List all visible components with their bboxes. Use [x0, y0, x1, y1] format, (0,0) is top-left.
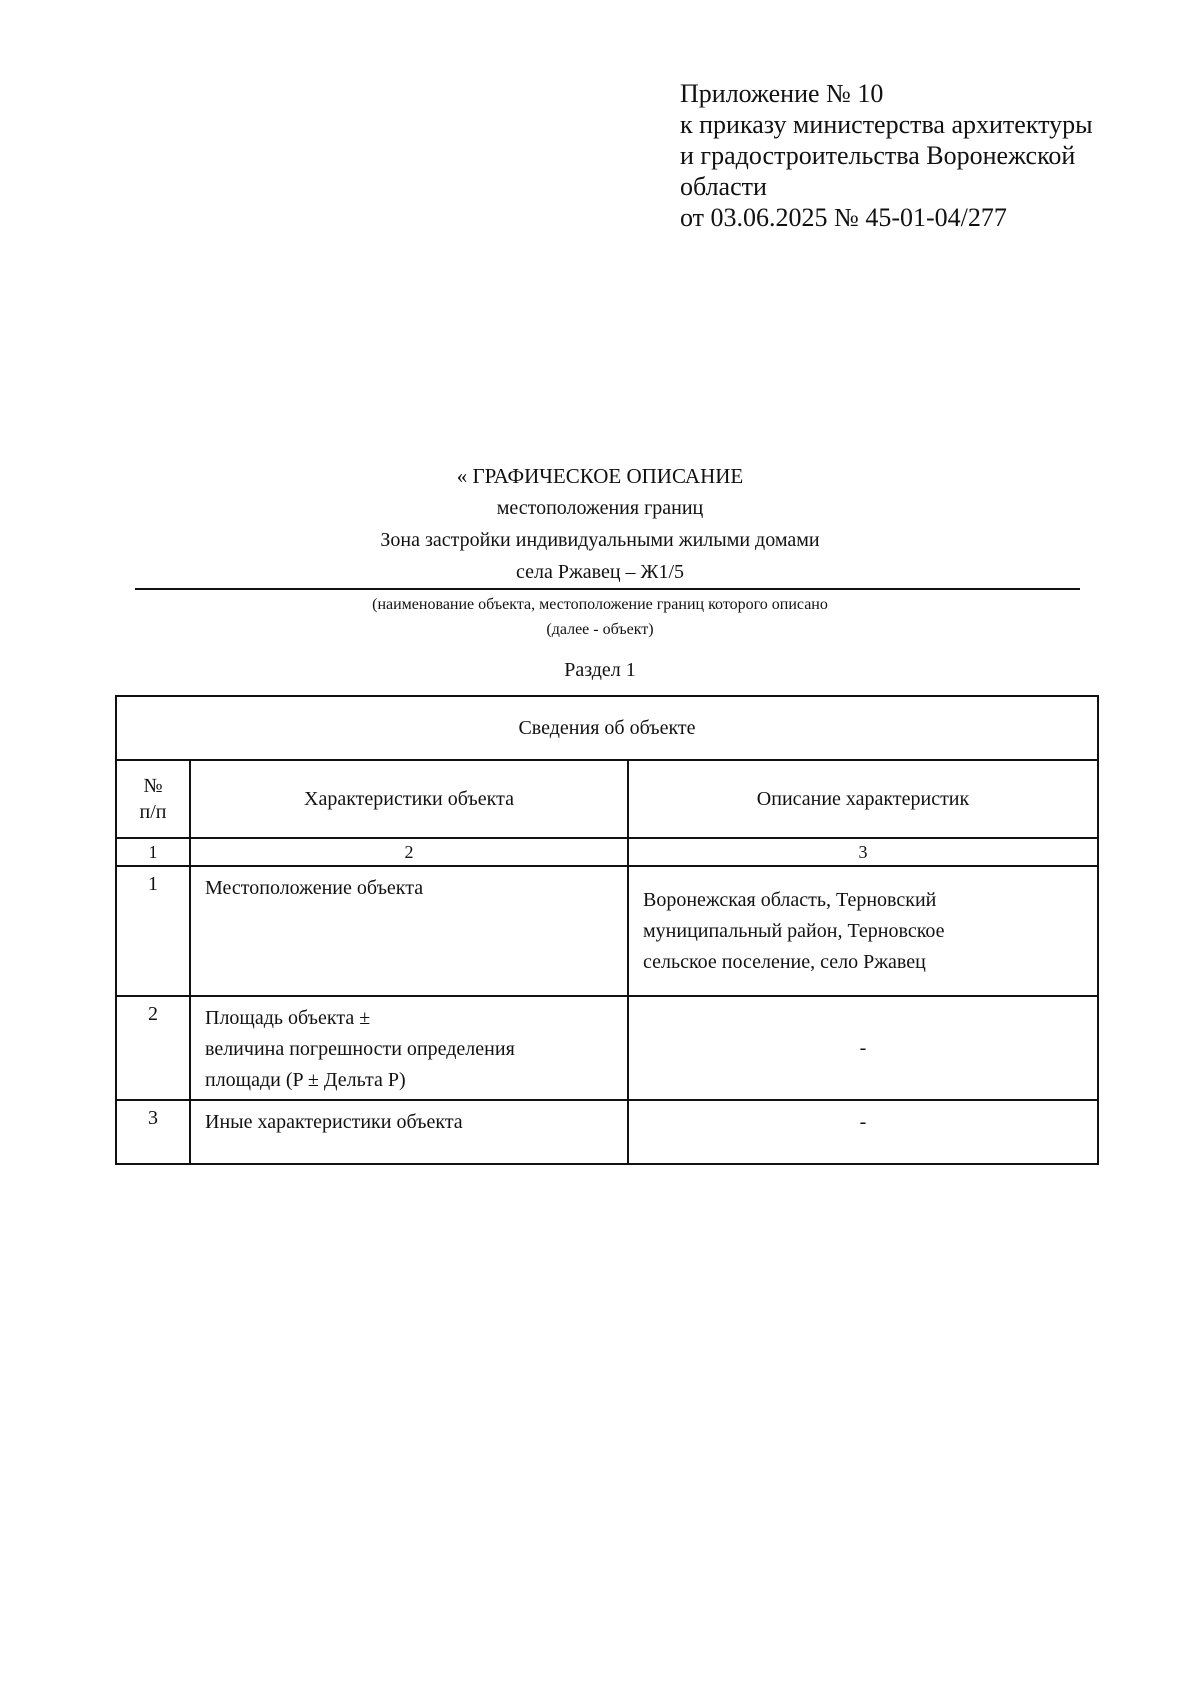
- name-line: величина погрешности определения: [205, 1038, 515, 1060]
- appendix-line: области: [680, 172, 767, 201]
- row-description: -: [628, 996, 1098, 1100]
- row-num: 1: [116, 866, 190, 996]
- row-characteristic: Иные характеристики объекта: [190, 1100, 628, 1164]
- header-characteristics: Характеристики объекта: [190, 760, 628, 838]
- desc-line: Воронежская область, Терновский: [643, 888, 937, 911]
- title-line: Зона застройки индивидуальными жилыми домами: [380, 529, 820, 551]
- column-number-row: [116, 838, 1098, 866]
- appendix-line: Приложение № 10: [680, 79, 884, 108]
- row-characteristic: [190, 996, 628, 1100]
- name-line: Площадь объекта ±: [205, 1007, 371, 1029]
- header-num: [116, 760, 190, 838]
- row-description: -: [628, 1100, 1098, 1164]
- note-line: (далее - объект): [546, 621, 654, 638]
- row-num: 3: [116, 1100, 190, 1164]
- row-num: 2: [116, 996, 190, 1100]
- appendix-header: [680, 78, 1093, 233]
- table-row: [116, 866, 1098, 996]
- row-characteristic: Местоположение объекта: [190, 866, 628, 996]
- note-line: (наименование объекта, местоположение границ которого описано: [372, 596, 828, 613]
- column-number: 1: [116, 838, 190, 866]
- section-title: Раздел 1: [564, 659, 636, 681]
- header-description: Описание характеристик: [628, 760, 1098, 838]
- table-header-row: [116, 760, 1098, 838]
- column-number: 3: [628, 838, 1098, 866]
- appendix-line: к приказу министерства архитектуры: [680, 110, 1093, 139]
- table-caption-row: [116, 696, 1098, 760]
- table-row: [116, 996, 1098, 1100]
- title-main: « ГРАФИЧЕСКОЕ ОПИСАНИЕ: [456, 464, 744, 488]
- object-name-note: [0, 592, 1200, 642]
- row-description: [628, 866, 1098, 996]
- title-line: местоположения границ: [496, 497, 704, 519]
- desc-line: сельское поселение, село Ржавец: [643, 950, 926, 973]
- object-info-table: [115, 695, 1099, 1165]
- header-num-line2: п/п: [139, 801, 167, 823]
- title-underline: [135, 588, 1080, 590]
- appendix-line: от 03.06.2025 № 45-01-04/277: [680, 203, 1007, 232]
- title-line: села Ржавец – Ж1/5: [515, 561, 685, 583]
- name-line: площади (P ± Дельта P): [205, 1069, 406, 1091]
- desc-line: муниципальный район, Терновское: [643, 919, 945, 942]
- document-title: [0, 460, 1200, 588]
- appendix-line: и градостроительства Воронежской: [680, 141, 1076, 170]
- table-caption: Сведения об объекте: [116, 696, 1098, 760]
- column-number: 2: [190, 838, 628, 866]
- header-num-line1: №: [143, 775, 163, 797]
- table-row: [116, 1100, 1098, 1164]
